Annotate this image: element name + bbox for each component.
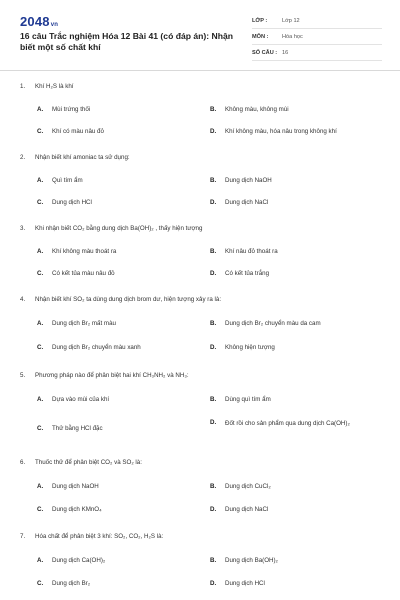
option-6c[interactable] (37, 506, 202, 513)
option-text: Khí không màu thoát ra (52, 248, 117, 255)
option-7a[interactable] (37, 557, 202, 564)
option-3b[interactable] (210, 248, 380, 255)
question-number: 3. (20, 225, 26, 232)
option-3a[interactable] (37, 248, 202, 255)
option-text: Dung dịch HCl (225, 580, 265, 587)
option-letter: D. (210, 344, 217, 351)
option-letter: D. (210, 270, 217, 277)
option-letter: A. (37, 248, 44, 255)
option-text: Khí nâu đỏ thoát ra (225, 248, 278, 255)
option-letter: A. (37, 106, 44, 113)
meta-key: SỐ CÂU : (252, 49, 278, 56)
logo-suffix: vn (50, 22, 59, 28)
option-letter: D. (210, 580, 217, 587)
question-2 (20, 154, 380, 161)
option-1c[interactable] (37, 128, 202, 135)
option-text: Có kết tủa trắng (225, 270, 270, 277)
option-letter: B. (210, 248, 217, 255)
option-letter: C. (37, 270, 44, 277)
option-text: Khí có màu nâu đỏ (52, 128, 104, 135)
option-text: Dung dịch Br₂ mất màu (52, 320, 116, 327)
option-text: Dung dịch NaCl (225, 506, 269, 513)
option-letter: A. (37, 396, 44, 403)
option-5d[interactable] (210, 419, 380, 428)
option-text: Khí không màu, hóa nâu trong không khí (225, 128, 337, 135)
question-number: 4. (20, 296, 26, 303)
quiz-meta (252, 13, 382, 61)
option-text: Thử bằng HCl đặc (52, 425, 103, 432)
option-letter: C. (37, 344, 44, 351)
question-text: Khí H₂S là khí (35, 83, 74, 90)
option-text: Dung dịch NaOH (52, 483, 99, 490)
question-3 (20, 225, 380, 232)
option-letter: C. (37, 506, 44, 513)
option-letter: B. (210, 483, 217, 490)
option-letter: D. (210, 506, 217, 513)
option-1d[interactable] (210, 128, 380, 135)
page-header (0, 0, 400, 71)
option-letter: A. (37, 483, 44, 490)
question-text: Nhận biết khí SO₂ ta dùng dung dịch brom dư, hiện tượng xảy ra là: (35, 296, 222, 303)
option-text: Dung dịch NaOH (225, 177, 272, 184)
question-text: Hóa chất để phân biệt 3 khí: SO₂, CO₂, H₂S là: (35, 533, 164, 540)
question-text: Thuốc thử để phân biệt CO₂ và SO₂ là: (35, 459, 142, 466)
option-7b[interactable] (210, 557, 380, 564)
meta-row-count (252, 45, 382, 61)
option-4a[interactable] (37, 320, 202, 327)
option-letter: B. (210, 106, 217, 113)
option-5b[interactable] (210, 396, 380, 403)
question-6 (20, 459, 380, 466)
option-1b[interactable] (210, 106, 380, 113)
question-4 (20, 296, 380, 303)
meta-value: 16 (282, 49, 289, 56)
option-text: Dung dịch Ca(OH)₂ (52, 557, 106, 564)
option-2b[interactable] (210, 177, 380, 184)
option-4d[interactable] (210, 344, 380, 351)
logo-text: 2048 (20, 14, 50, 29)
option-text: Dùng quì tím ẩm (225, 396, 271, 403)
option-text: Không hiện tượng (225, 344, 275, 351)
option-1a[interactable] (37, 106, 202, 113)
option-text: Có kết tủa màu nâu đỏ (52, 270, 115, 277)
question-5 (20, 372, 380, 379)
option-text: Không màu, không mùi (225, 106, 289, 113)
question-text: Phương pháp nào để phân biệt hai khí CH₃NH₂ và NH₃: (35, 372, 189, 379)
option-text: Dung dịch Br₂ (52, 580, 91, 587)
option-text: Dung dịch CuCl₂ (225, 483, 271, 490)
option-4c[interactable] (37, 344, 202, 351)
option-2a[interactable] (37, 177, 202, 184)
meta-row-subject (252, 29, 382, 45)
option-text: Dung dịch Ba(OH)₂ (225, 557, 278, 564)
option-7c[interactable] (37, 580, 202, 587)
option-letter: B. (210, 320, 217, 327)
question-number: 7. (20, 533, 26, 540)
question-1 (20, 83, 380, 90)
option-letter: A. (37, 177, 44, 184)
option-4b[interactable] (210, 320, 380, 327)
option-3d[interactable] (210, 270, 380, 277)
option-6b[interactable] (210, 483, 380, 490)
option-letter: B. (210, 177, 217, 184)
meta-value: Hóa học (282, 33, 303, 40)
option-letter: C. (37, 199, 44, 206)
option-5c[interactable] (37, 425, 202, 432)
option-2c[interactable] (37, 199, 202, 206)
option-text: Quì tím ẩm (52, 177, 83, 184)
option-letter: D. (210, 419, 217, 426)
meta-row-class (252, 13, 382, 29)
option-7d[interactable] (210, 580, 380, 587)
question-text: Khi nhận biết CO₂ bằng dung dịch Ba(OH)₂ , thấy hiện tượng (35, 225, 203, 232)
meta-value: Lớp 12 (282, 17, 300, 24)
page-title: 16 câu Trắc nghiệm Hóa 12 Bài 41 (có đáp án): Nhận biết một số chất khí (20, 31, 233, 52)
option-3c[interactable] (37, 270, 202, 277)
question-number: 2. (20, 154, 26, 161)
question-number: 5. (20, 372, 26, 379)
option-2d[interactable] (210, 199, 380, 206)
option-6a[interactable] (37, 483, 202, 490)
question-7 (20, 533, 380, 540)
option-text: Mùi trứng thối (52, 106, 91, 113)
option-letter: C. (37, 128, 44, 135)
option-5a[interactable] (37, 396, 202, 403)
site-logo[interactable] (20, 14, 58, 29)
option-6d[interactable] (210, 506, 380, 513)
meta-key: LỚP : (252, 17, 268, 24)
option-text: Dung dịch KMnO₄ (52, 506, 102, 513)
option-letter: B. (210, 396, 217, 403)
option-text: Dung dịch NaCl (225, 199, 269, 206)
option-text: Đốt rồi cho sản phẩm qua dung dịch Ca(OH)₂ (225, 420, 350, 427)
question-number: 6. (20, 459, 26, 466)
meta-key: MÔN : (252, 33, 269, 40)
option-letter: B. (210, 557, 217, 564)
question-number: 1. (20, 83, 26, 90)
question-text: Nhận biết khí amoniac ta sử dụng: (35, 154, 130, 161)
option-text: Dựa vào mùi của khí (52, 396, 110, 403)
option-letter: D. (210, 128, 217, 135)
option-text: Dung dịch Br₂ chuyển màu xanh (52, 344, 141, 351)
option-letter: C. (37, 580, 44, 587)
option-text: Dung dịch Br₂ chuyển màu da cam (225, 320, 321, 327)
option-letter: D. (210, 199, 217, 206)
option-letter: C. (37, 425, 44, 432)
option-text: Dung dịch HCl (52, 199, 92, 206)
option-letter: A. (37, 557, 44, 564)
option-letter: A. (37, 320, 44, 327)
